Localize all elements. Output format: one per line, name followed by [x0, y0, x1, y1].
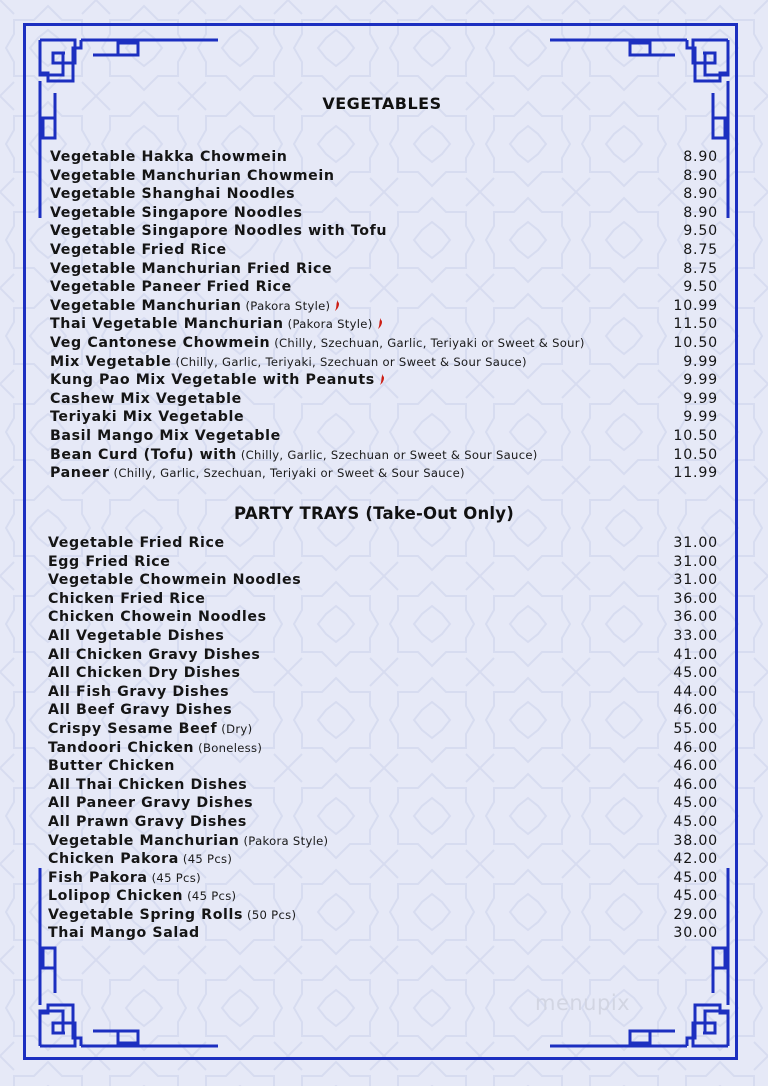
menu-item-price: 10.50	[673, 427, 718, 444]
menu-item-price: 31.00	[673, 535, 718, 551]
menu-item-label: All Chicken Gravy Dishes	[48, 646, 261, 663]
menu-item-label: All Vegetable Dishes	[48, 627, 225, 644]
menu-item	[48, 758, 718, 777]
menu-item-label: All Fish Gravy Dishes	[48, 683, 230, 700]
menu-item-price: 8.90	[683, 167, 718, 184]
menu-item-label: Lolipop Chicken	[48, 888, 184, 905]
menu-item-name	[50, 354, 527, 370]
menu-item	[50, 372, 718, 391]
menu-item	[48, 665, 718, 684]
menu-item-price: 46.00	[673, 739, 718, 756]
menu-item-price: 8.75	[683, 260, 718, 277]
menu-item-price: 42.00	[673, 851, 718, 868]
menu-item-name	[50, 316, 383, 332]
menu-item	[50, 205, 718, 224]
menu-item-name	[50, 261, 332, 277]
menu-item-label: Chicken Pakora	[48, 851, 179, 868]
menu-item	[48, 702, 718, 721]
menu-item-price: 45.00	[673, 795, 718, 812]
menu-item-name	[48, 647, 260, 663]
menu-item-name	[48, 554, 171, 570]
menu-item-name	[48, 907, 296, 923]
menu-item-label: Vegetable Spring Rolls	[48, 906, 244, 923]
menu-item-note: (Chilly, Szechuan, Garlic, Teriyaki or Sweet & Sour)	[274, 335, 585, 350]
menu-item	[50, 391, 718, 410]
menu-item-label: All Thai Chicken Dishes	[48, 776, 248, 793]
menu-item-note: (Pakora Style)	[243, 833, 329, 848]
menu-item-price: 9.99	[683, 372, 718, 389]
menu-item-label: Paneer	[50, 465, 110, 482]
menu-item-name	[50, 279, 292, 295]
menu-item-name	[50, 149, 288, 165]
menu-item	[50, 316, 718, 335]
menu-item-name	[50, 409, 244, 425]
menu-item-note: (Pakora Style)	[245, 298, 331, 313]
menu-item-name	[50, 428, 281, 444]
chili-pepper-icon	[377, 318, 383, 329]
menu-item-label: Mix Vegetable	[50, 353, 172, 370]
menu-item-note: (Pakora Style)	[287, 317, 373, 332]
menu-item-price: 9.50	[683, 223, 718, 240]
menu-item-label: Vegetable Fried Rice	[50, 241, 227, 258]
menu-item-label: Basil Mango Mix Vegetable	[50, 427, 281, 444]
chili-pepper-icon	[379, 374, 385, 385]
menu-item-name	[50, 298, 340, 314]
menu-item-name	[48, 572, 301, 588]
menu-item-label: Fish Pakora	[48, 869, 148, 886]
menu-item-price: 8.75	[683, 241, 718, 258]
menu-item-label: Thai Mango Salad	[48, 925, 200, 942]
menu-item-name	[48, 628, 224, 644]
menu-item-label: All Chicken Dry Dishes	[48, 665, 241, 682]
menu-item	[48, 907, 718, 926]
menu-item	[50, 335, 718, 354]
menu-item-name	[50, 205, 303, 221]
menu-item	[48, 647, 718, 666]
menu-item-price: 9.99	[683, 409, 718, 426]
menu-item	[50, 186, 718, 205]
watermark-logo: menupix	[535, 991, 631, 1015]
menu-item	[50, 223, 718, 242]
menu-item-price: 31.00	[673, 572, 718, 589]
menu-item	[48, 925, 718, 944]
menu-item-name	[48, 870, 201, 886]
menu-item-label: Vegetable Singapore Noodles with Tofu	[50, 223, 388, 240]
menu-item	[50, 298, 718, 317]
menu-item-name	[50, 465, 465, 481]
menu-item-label: Vegetable Chowmein Noodles	[48, 572, 302, 589]
menu-item-name	[48, 777, 247, 793]
menu-item	[50, 428, 718, 447]
menu-item-note: (Chilly, Garlic, Szechuan, Teriyaki or Sweet & Sour Sauce)	[113, 466, 465, 481]
menu-item-name	[48, 609, 267, 625]
menu-item-name	[50, 391, 242, 407]
menu-item	[48, 684, 718, 703]
section-title-vegetables: VEGETABLES	[322, 94, 442, 113]
menu-item-name	[50, 447, 538, 463]
section-title-party-trays: PARTY TRAYS (Take-Out Only)	[234, 504, 514, 523]
menu-item-note: (45 Pcs)	[151, 870, 201, 885]
menu-item-name	[50, 335, 585, 351]
menu-item-name	[48, 795, 253, 811]
menu-item-label: Vegetable Shanghai Noodles	[50, 186, 296, 203]
menu-item	[48, 535, 718, 554]
menu-item-price: 36.00	[673, 590, 718, 607]
menu-item-name	[48, 925, 200, 941]
menu-item-label: Chicken Chowein Noodles	[48, 609, 267, 626]
menu-item	[50, 149, 718, 168]
menu-item-name	[48, 758, 175, 774]
menu-item-label: Teriyaki Mix Vegetable	[50, 409, 245, 426]
menu-item-label: Veg Cantonese Chowmein	[50, 334, 271, 351]
menu-item	[48, 795, 718, 814]
menu-item-label: Cashew Mix Vegetable	[50, 390, 242, 407]
menu-item	[50, 447, 718, 466]
menu-item-label: All Prawn Gravy Dishes	[48, 813, 247, 830]
menu-item-name	[50, 168, 335, 184]
menu-item	[50, 354, 718, 373]
menu-item-price: 8.90	[683, 204, 718, 221]
menu-item-note: (Chilly, Garlic, Teriyaki, Szechuan or Sweet & Sour Sauce)	[175, 354, 527, 369]
menu-item-label: Thai Vegetable Manchurian	[50, 316, 284, 333]
menu-item-name	[48, 888, 236, 904]
party-trays-menu-list	[48, 535, 718, 944]
menu-item-label: Crispy Sesame Beef	[48, 720, 218, 737]
menu-item-name	[48, 591, 205, 607]
menu-item-price: 41.00	[673, 646, 718, 663]
menu-item-label: Vegetable Manchurian Fried Rice	[50, 260, 333, 277]
menu-item-price: 45.00	[673, 869, 718, 886]
menu-item-price: 44.00	[673, 683, 718, 700]
menu-item-name	[48, 684, 229, 700]
menu-item	[50, 465, 718, 484]
menu-item-price: 8.90	[683, 186, 718, 203]
menu-item-name	[48, 740, 262, 756]
menu-item-price: 11.50	[673, 316, 718, 333]
menu-item	[48, 851, 718, 870]
menu-item-note: (Dry)	[221, 721, 253, 736]
menu-item-name	[48, 833, 328, 849]
menu-item-name	[50, 223, 387, 239]
menu-item-price: 11.99	[673, 465, 718, 482]
menu-item-price: 45.00	[673, 665, 718, 682]
menu-item-price: 45.00	[673, 813, 718, 830]
menu-item-price: 9.99	[683, 353, 718, 370]
menu-item-label: Vegetable Manchurian Chowmein	[50, 167, 335, 184]
menu-item-label: Butter Chicken	[48, 758, 175, 775]
menu-item-name	[48, 721, 252, 737]
menu-item-name	[48, 851, 232, 867]
menu-item-label: Vegetable Manchurian	[50, 297, 242, 314]
menu-item-name	[48, 535, 225, 551]
menu-item-note: (Chilly, Garlic, Szechuan or Sweet & Sour Sauce)	[240, 447, 538, 462]
menu-item-price: 46.00	[673, 776, 718, 793]
menu-item-name	[48, 665, 241, 681]
menu-item-label: Vegetable Paneer Fried Rice	[50, 279, 292, 296]
menu-item-price: 45.00	[673, 888, 718, 905]
menu-item-name	[50, 372, 385, 388]
menu-item	[48, 628, 718, 647]
menu-item-price: 46.00	[673, 702, 718, 719]
menu-item	[48, 833, 718, 852]
menu-item	[50, 261, 718, 280]
menu-item-price: 10.99	[673, 297, 718, 314]
menu-item-price: 29.00	[673, 906, 718, 923]
menu-item-price: 10.50	[673, 446, 718, 463]
menu-item-label: Bean Curd (Tofu) with	[50, 446, 237, 463]
menu-item-label: Kung Pao Mix Vegetable with Peanuts	[50, 372, 375, 389]
menu-item	[50, 168, 718, 187]
menu-item	[50, 279, 718, 298]
menu-item	[48, 870, 718, 889]
menu-item-label: Tandoori Chicken	[48, 739, 195, 756]
menu-item-price: 30.00	[673, 925, 718, 942]
menu-item-price: 36.00	[673, 609, 718, 626]
menu-item-price: 9.50	[683, 279, 718, 296]
chili-pepper-icon	[334, 300, 340, 311]
vegetables-menu-list	[50, 149, 718, 484]
menu-item	[50, 409, 718, 428]
menu-item	[48, 554, 718, 573]
menu-item-price: 46.00	[673, 758, 718, 775]
menu-item-label: Egg Fried Rice	[48, 553, 171, 570]
menu-item-note: (45 Pcs)	[187, 889, 237, 904]
menu-item-name	[50, 186, 295, 202]
menu-item-price: 38.00	[673, 832, 718, 849]
menu-item	[48, 721, 718, 740]
menu-item-label: All Beef Gravy Dishes	[48, 702, 233, 719]
menu-item-label: Vegetable Hakka Chowmein	[50, 149, 288, 165]
menu-item-price: 55.00	[673, 720, 718, 737]
menu-item	[48, 591, 718, 610]
menu-item-note: (Boneless)	[198, 740, 263, 755]
menu-item	[48, 814, 718, 833]
menu-item-name	[48, 814, 247, 830]
menu-item	[48, 572, 718, 591]
menu-item-label: Chicken Fried Rice	[48, 590, 206, 607]
menu-item-label: All Paneer Gravy Dishes	[48, 795, 254, 812]
menu-item-name	[50, 242, 227, 258]
menu-item-note: (45 Pcs)	[182, 852, 233, 867]
menu-item-price: 31.00	[673, 553, 718, 570]
menu-item	[48, 888, 718, 907]
menu-item-price: 33.00	[673, 627, 718, 644]
menu-item-label: Vegetable Fried Rice	[48, 535, 225, 551]
menu-item-price: 8.90	[683, 149, 718, 165]
menu-item-price: 10.50	[673, 334, 718, 351]
menu-item-name	[48, 702, 232, 718]
menu-item	[48, 740, 718, 759]
menu-item	[48, 609, 718, 628]
menu-item-note: (50 Pcs)	[247, 907, 297, 922]
menu-item	[50, 242, 718, 261]
menu-item-label: Vegetable Manchurian	[48, 832, 240, 849]
menu-item	[48, 777, 718, 796]
menu-item-label: Vegetable Singapore Noodles	[50, 204, 303, 221]
menu-item-price: 9.99	[683, 390, 718, 407]
